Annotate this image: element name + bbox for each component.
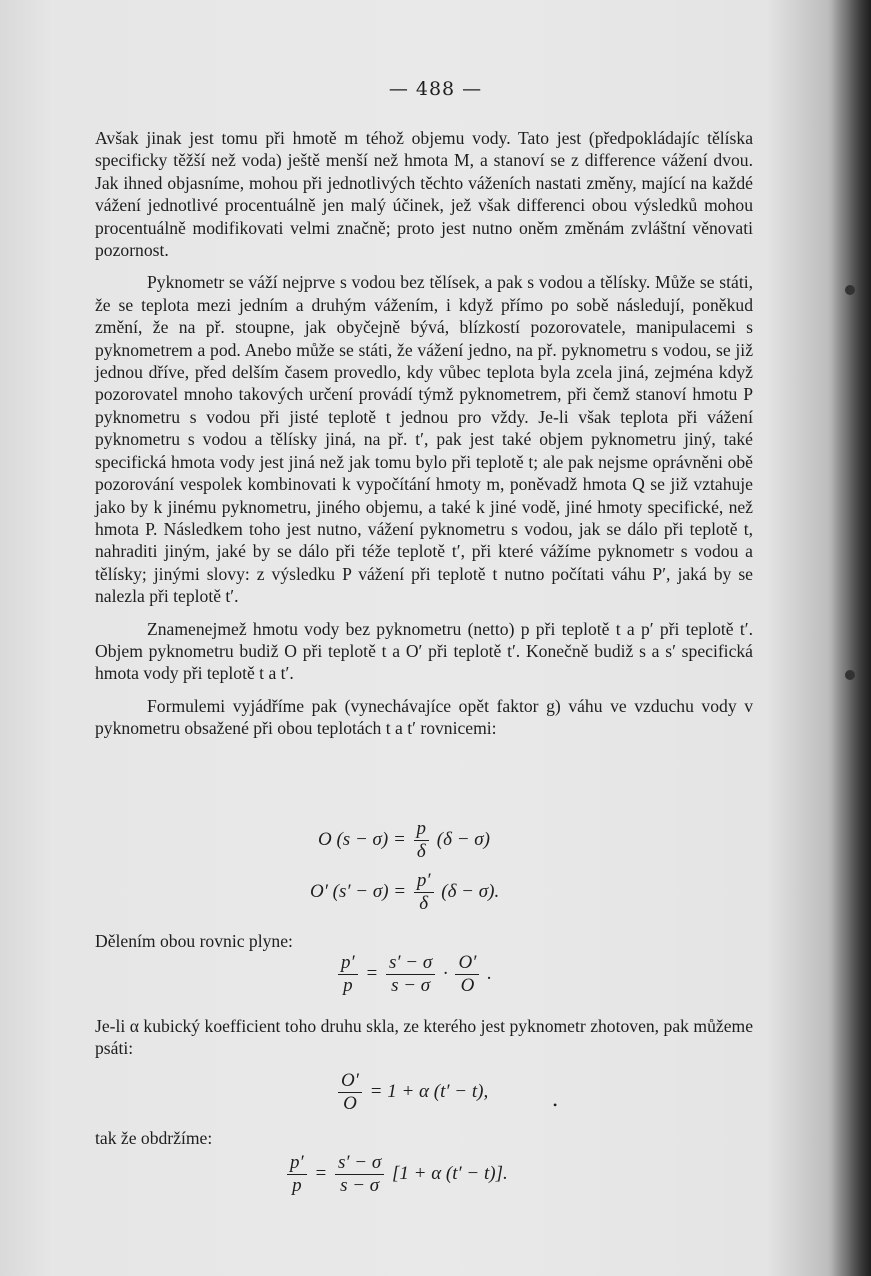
equation-1: O (s − σ) = $\frac{p}{\delta}$ (δ − σ) bbox=[318, 818, 490, 862]
paragraph-2: Pyknometr se váží nejprve s vodou bez tělísek, a pak s vodou a tělísky. Může se státi, že se teplota mezi jedním a druhým vážením, i když přímo po sobě následují, poněkud změní, že na př. stoupne, jak obyčejně bývá, blízkostí pozorovatele, manipulacemi s pyknometrem a pod. Anebo může se státi, že vážení jedno, na př. pyknometru s vodou, se již jednou dříve, před delším časem provedlo, kdy vůbec teplota byla zcela jiná, zejména když pozorovatel mnoho takových určení provádí týmž pyknometrem, při čemž stanoví hmotu P pyknometru s vodou při jisté teplotě t jednou pro vždy. Je-li však teplota při vážení pyknometru s vodou a tělísky jiná, na př. t′, pak jest také objem pyknometru jiný, také specifická hmota vody jest jiná než jak tomu bylo při teplotě t; ale pak nejsme oprávněni obě pozorování vespolek kombinovati k vypočítání hmoty m, poněvadž hmota Q se již vztahuje jako by k jinému pyknometru, jiného objemu, a také k jiné vodě, jiné hmoty specifické, než hmota P. Následkem toho jest nutno, vážení pyknometru s vodou, jak se dálo při teplotě t, nahraditi jiným, jaké by se dálo při téže teplotě t′, při které vážíme pyknometr s vodou a tělísky; jinými slovy: z výsledku P vážení při teplotě t nutno počítati váhu P′, jaká by se nalezla při teplotě t′. bbox=[95, 272, 753, 607]
main-text bbox=[95, 127, 753, 750]
page-number: — 488 — bbox=[388, 78, 483, 100]
paragraph-3: Znamenejmež hmotu vody bez pyknometru (netto) p při teplotě t a p′ při teplotě t′. Objem pyknometru budiž O při teplotě t a O′ při teplotě t′. Konečně budiž s a s′ specifická hmota vody při teplotě t a t′. bbox=[95, 618, 753, 684]
paragraph-4: Formulemi vyjádříme pak (vynechávajíce opět faktor g) váhu ve vzduchu vody v pyknometru obsažené při obou teplotách t a t′ rovnicemi: bbox=[95, 695, 753, 739]
fraction: $\frac{O'}{O}$ bbox=[338, 1070, 362, 1115]
fraction: $\frac{p'}{p}$ bbox=[338, 952, 358, 997]
fraction: $\frac{O'}{O}$ bbox=[455, 952, 479, 997]
equation-4: $\frac{O'}{O}$ = 1 + α (t′ − t), $_•$ bbox=[335, 1070, 557, 1115]
paragraph-1: Avšak jinak jest tomu při hmotě m téhož objemu vody. Tato jest (předpokládajíc tělíska specificky těžší než voda) ještě menší než hmota M, a stanoví se z difference vážení dvou. Jak ihned objasníme, mohou při jednotlivých těchto váženích nastati změny, mající na každé vážení jednotlivé procentuálně jen malý účinek, jež však differenci obou výsledků mohou procentuálně modifikovati velmi značně; proto jest nutno oněm změnám zvláštní věnovati pozornost. bbox=[95, 128, 753, 261]
fraction: $\frac{s' - \sigma}{s - \sigma}$ bbox=[386, 952, 435, 997]
binding-hole bbox=[845, 285, 855, 295]
fraction: $\frac{p'}{\delta}$ bbox=[414, 870, 434, 915]
label-so: tak že obdržíme: bbox=[95, 1128, 213, 1148]
equation-3: $\frac{p'}{p}$ = $\frac{s' - \sigma}{s - \sigma}$ · $\frac{O'}{O}$ . bbox=[335, 952, 492, 997]
binding-hole bbox=[845, 670, 855, 680]
fraction: $\frac{p'}{p}$ bbox=[287, 1152, 307, 1197]
equation-2: O′ (s′ − σ) = $\frac{p'}{\delta}$ (δ − σ). bbox=[310, 870, 500, 914]
equation-5: $\frac{p'}{p}$ = $\frac{s' - \sigma}{s - \sigma}$ [1 + α (t′ − t)]. bbox=[284, 1152, 508, 1197]
page-edge-shadow bbox=[831, 0, 871, 1276]
fraction: $\frac{p}{\delta}$ bbox=[414, 818, 430, 863]
fraction: $\frac{s' - \sigma}{s - \sigma}$ bbox=[335, 1152, 384, 1197]
stray-mark: • bbox=[552, 1097, 558, 1112]
label-division: Dělením obou rovnic plyne: bbox=[95, 931, 293, 951]
label-alpha: Je-li α kubický koefficient toho druhu skla, ze kterého jest pyknometr zhotoven, pak můžeme psáti: bbox=[95, 1016, 753, 1059]
